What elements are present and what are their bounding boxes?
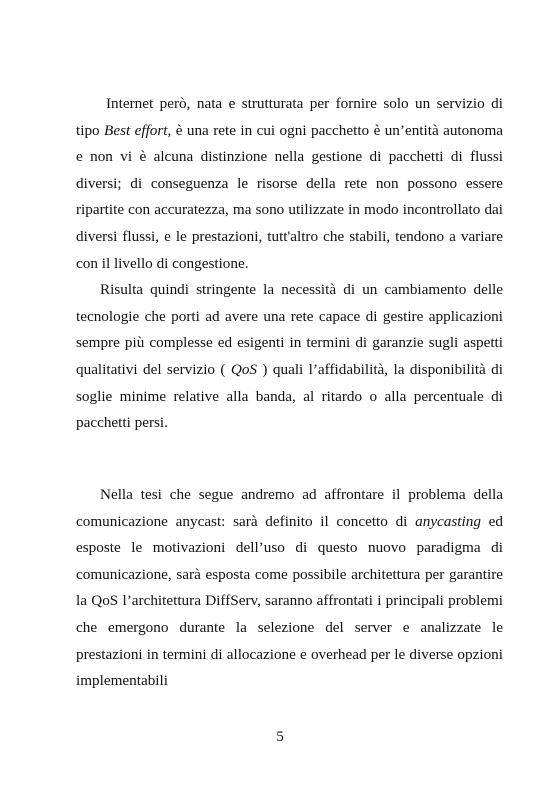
page-number: 5	[276, 728, 284, 745]
text-block-thesis	[76, 482, 503, 695]
paragraph-text: , è una rete in cui ogni pacchetto è un’entità autonoma e non vi è alcuna distinzione nella gestione di pacchetti di flussi diversi; di conseguenza le risorse della rete non possono essere ripartite con accuratezza, ma sono utilizzate in modo incontrollato dai diversi flussi, e le prestazioni, tutt'altro che stabili, tendono a variare con il livello di congestione.	[76, 121, 503, 272]
paragraph-best-effort	[76, 91, 503, 277]
italic-term-qos: QoS	[230, 360, 258, 378]
paragraph-text: ) quali l’affidabilità, la disponibilità di soglie minime relative alla banda, al ritardo o alla percentuale di pacchetti persi.	[76, 360, 503, 432]
text-block-intro	[76, 91, 503, 437]
paragraph-text: Internet però, nata e strutturata per fornire solo un servizio di tipo	[76, 95, 503, 139]
paragraph-text: Nella tesi che segue andremo ad affrontare il problema della comunicazione anycast: sarà definito il concetto di	[76, 486, 503, 530]
paragraph-qos	[76, 277, 503, 437]
paragraph-text: Risulta quindi stringente la necessità di un cambiamento delle tecnologie che porti ad avere una rete capace di gestire applicazioni sempre più complesse ed esigenti in termini di garanzie sugli aspetti qualitativi del servizio (	[76, 281, 503, 378]
paragraph-text: ed esposte le motivazioni dell’uso di questo nuovo paradigma di comunicazione, sarà esposta come possibile architettura per garantire la QoS l’architettura DiffServ, saranno affrontati i principali problemi che emergono durante la selezione del server e analizzate le prestazioni in termini di allocazione e overhead per le diverse opzioni implementabili	[76, 512, 503, 690]
italic-term-anycasting: anycasting	[415, 512, 481, 530]
paragraph-anycast	[76, 482, 503, 695]
italic-term-best-effort: Best effort	[104, 121, 168, 139]
